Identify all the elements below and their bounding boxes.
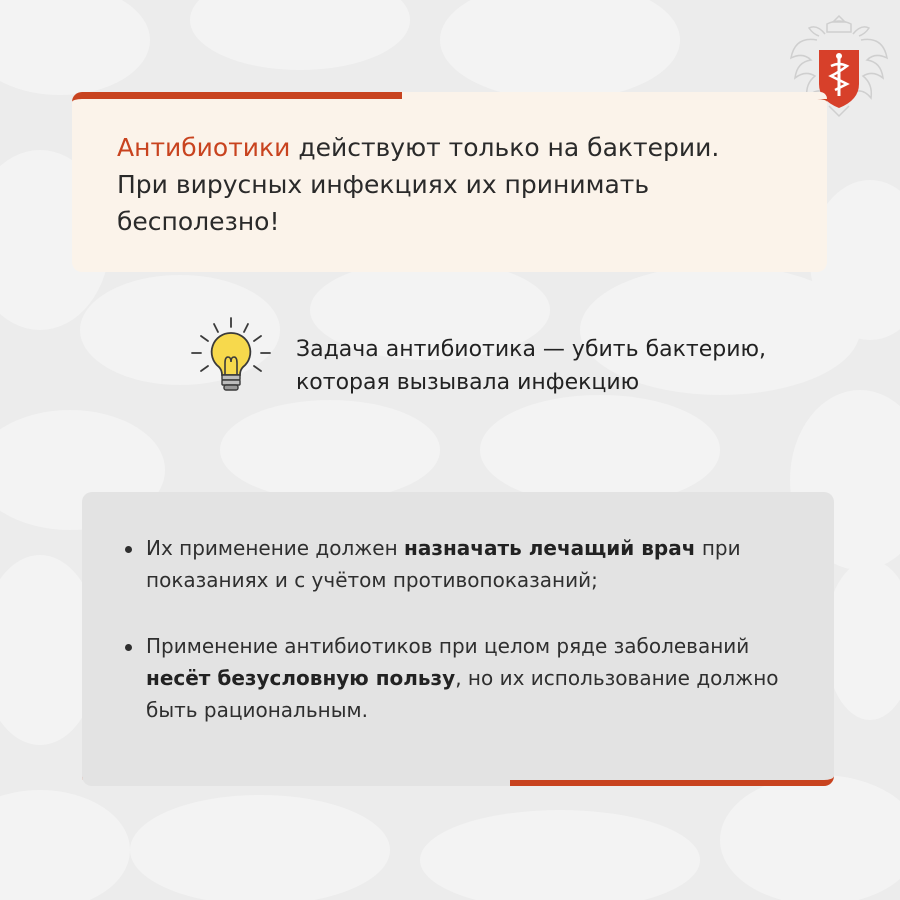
lightbulb-icon <box>188 315 274 401</box>
statement-line3: бесполезно! <box>117 207 280 236</box>
list-item <box>122 630 802 726</box>
antibiotics-statement <box>117 129 807 240</box>
bullet1-text-start: Их применение должен <box>146 536 405 560</box>
bullet2-text-end: , но их использование должно быть рациональным. <box>146 666 779 722</box>
rules-list <box>122 532 802 760</box>
bullet2-text-start: Применение антибиотиков при целом ряде заболеваний <box>146 634 750 658</box>
tip-line1: Задача антибиотика — убить бактерию, <box>296 337 767 362</box>
bullet2-bold: несёт безусловную пользу <box>146 666 456 690</box>
antibiotics-accent-word: Антибиотики <box>117 133 291 162</box>
statement-line2: При вирусных инфекциях их принимать <box>117 170 650 199</box>
list-item <box>122 532 802 596</box>
bullet1-bold: назначать лечащий врач <box>404 536 696 560</box>
tip-line2: которая вызывала инфекцию <box>296 370 640 395</box>
tip-text <box>296 333 876 399</box>
bullet1-text-end: при показаниях и с учётом противопоказаний; <box>146 536 741 592</box>
antibiotics-info-card <box>72 92 827 272</box>
usage-rules-card <box>82 492 834 786</box>
statement-line1: действуют только на бактерии. <box>290 133 720 162</box>
antibiotic-task-tip <box>188 315 868 405</box>
